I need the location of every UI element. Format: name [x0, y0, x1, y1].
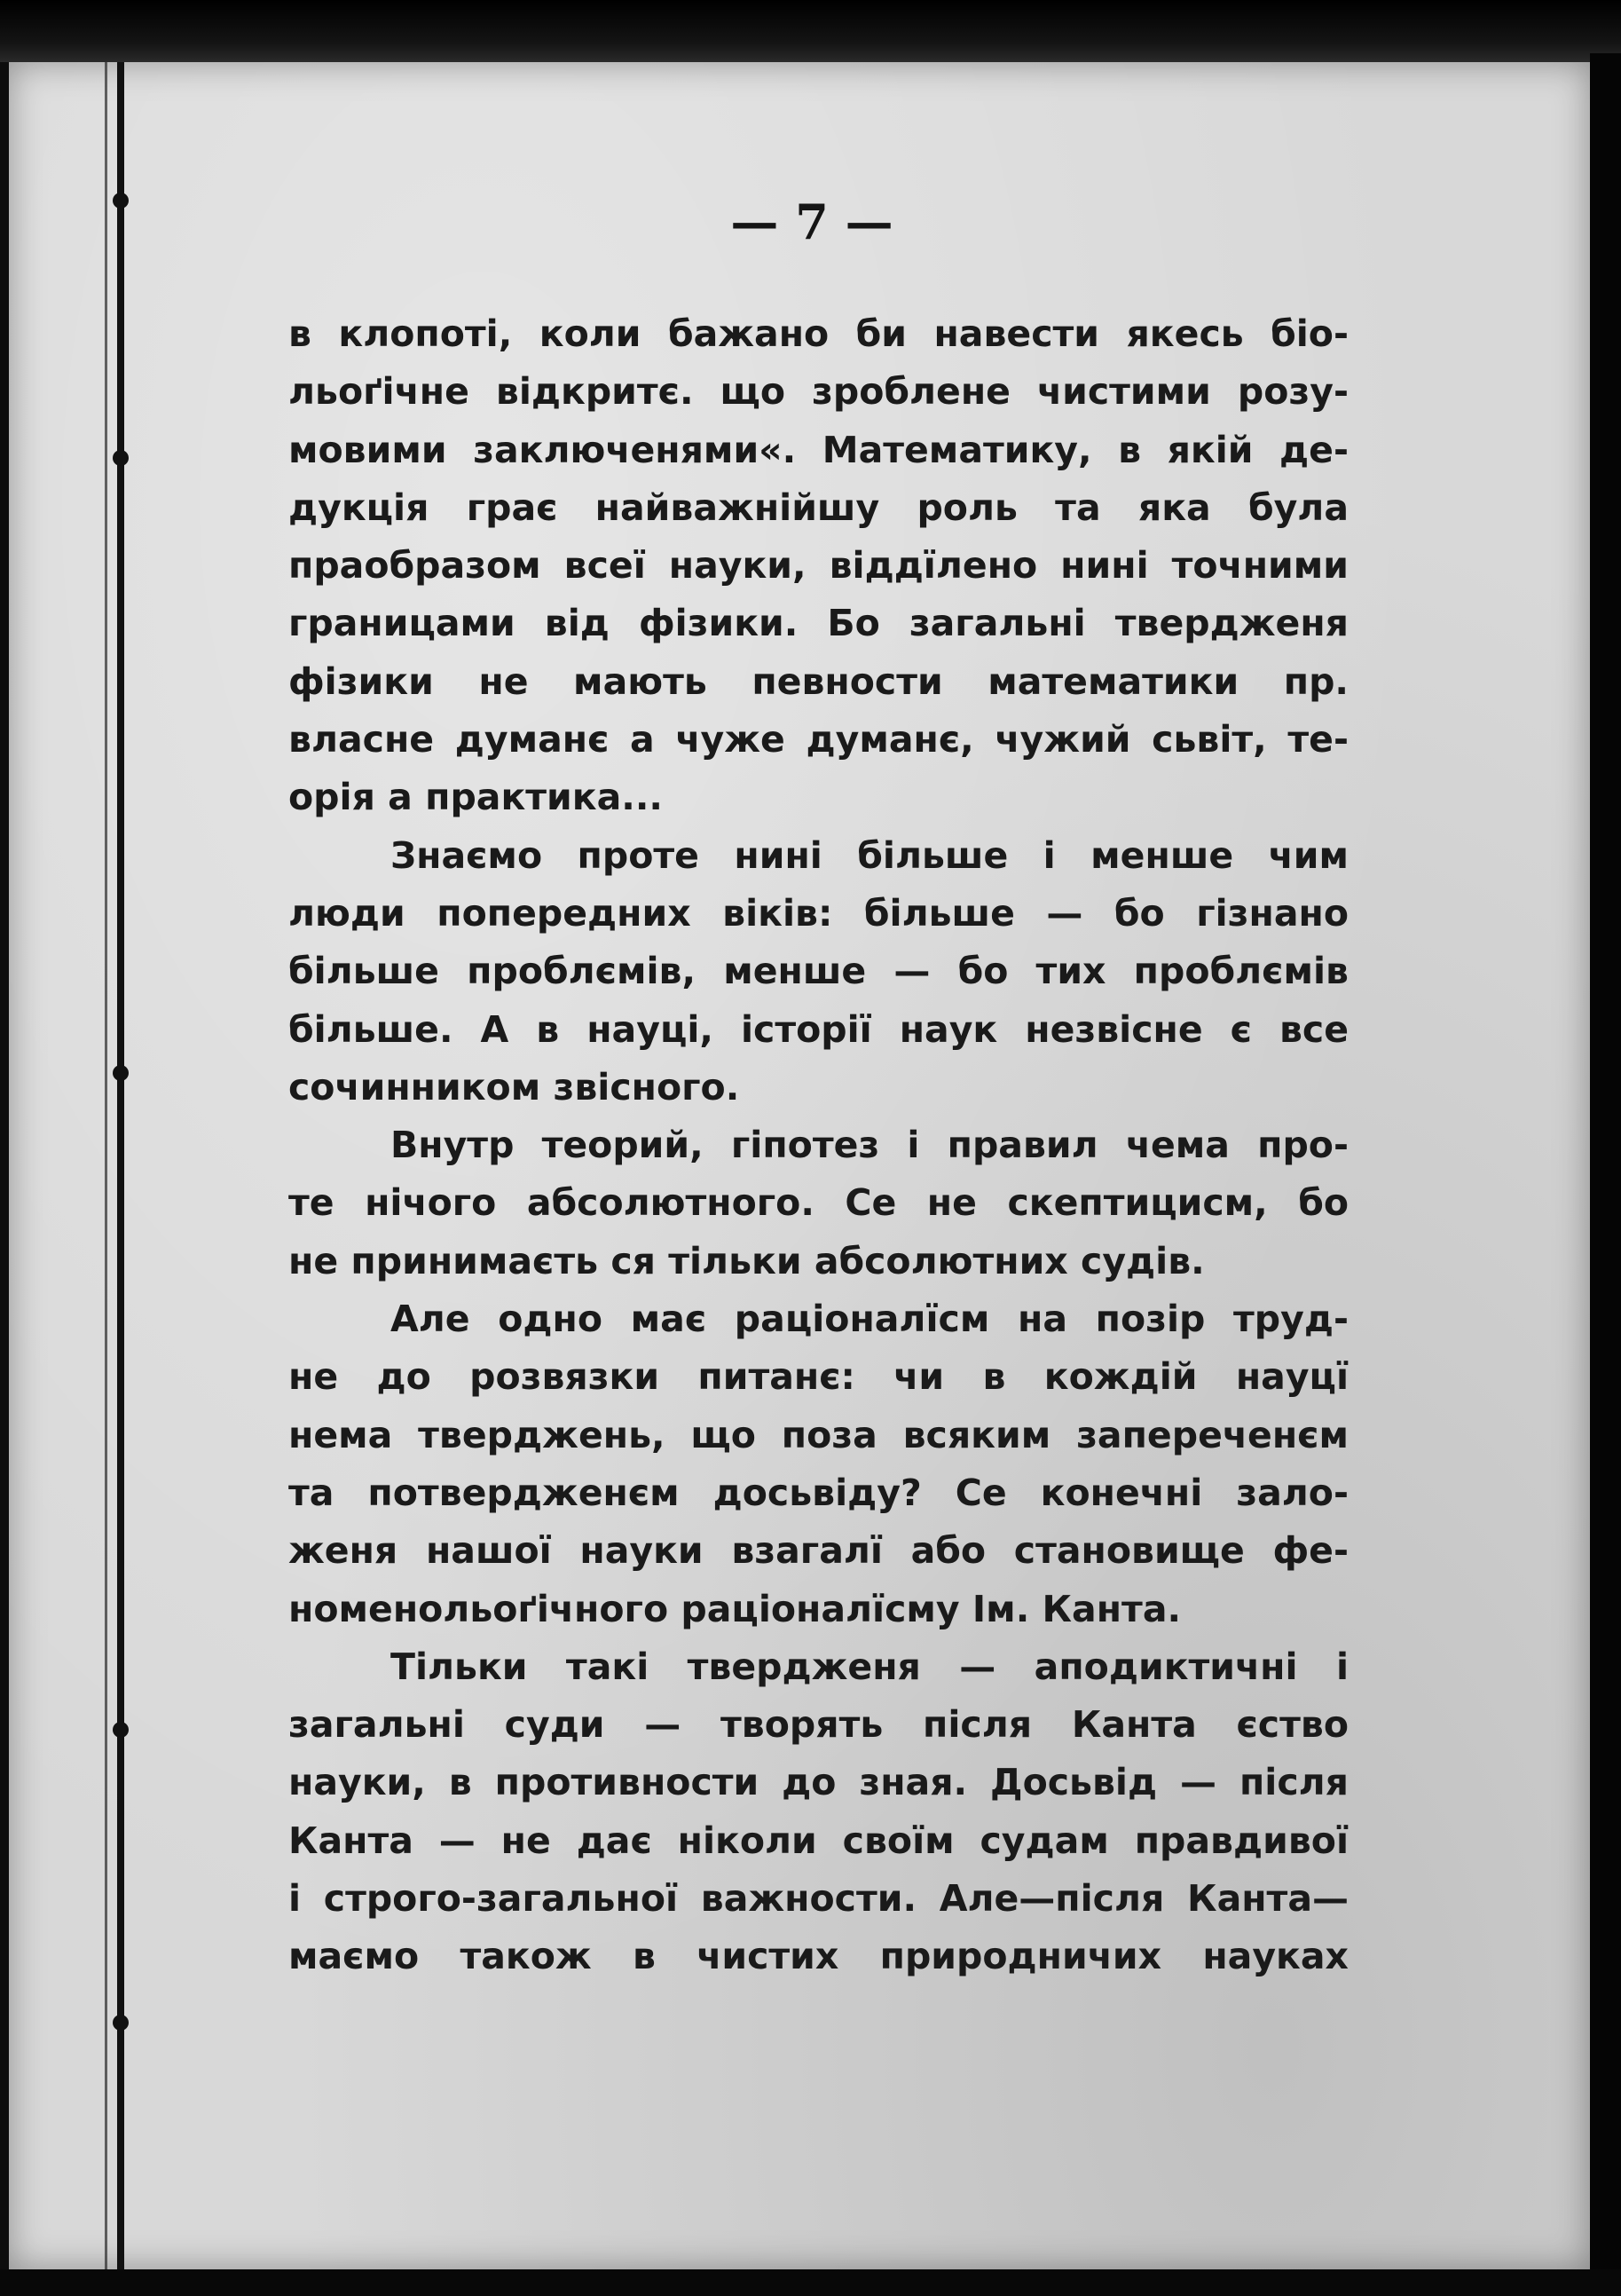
text-line: власне думанє а чуже думанє, чужий сьвіт, те- — [288, 718, 1349, 761]
binding-stitch — [113, 193, 129, 209]
text-line: науки, в противности до зная. Досьвід — після — [288, 1761, 1349, 1804]
binding-shadow — [105, 62, 107, 2269]
binding-stitch — [113, 1722, 129, 1738]
binding-stitch — [113, 2015, 129, 2031]
text-line: праобразом всеї науки, віддїлено нині точними — [288, 544, 1349, 588]
page-number: — 7 — — [730, 193, 893, 250]
binding-stitch — [113, 450, 129, 466]
text-line: Канта — не дає ніколи своїм судам правдивої — [288, 1819, 1349, 1862]
text-line: Знаємо проте нині більше і менше чим — [390, 833, 1349, 877]
text-line: люди попередних віків: більше — бо гізнано — [288, 891, 1349, 935]
text-line: границами від фізики. Бо загальні твердженя — [288, 602, 1349, 645]
text-line: сочинником звісного. — [288, 1065, 740, 1109]
text-line: не принимаєть ся тільки абсолютних судів. — [288, 1239, 1205, 1282]
text-line: не до розвязки питанє: чи в кождій науцї — [288, 1355, 1349, 1399]
text-line: женя нашої науки взагалї або становище фе- — [288, 1529, 1349, 1573]
text-line: те нічого абсолютного. Се не скептицисм, бо — [288, 1181, 1349, 1225]
text-line: льоґічне відкритє. що зроблене чистими розу- — [288, 370, 1349, 414]
text-line: мовими заключенями«. Математику, в якій де- — [288, 428, 1349, 471]
text-line: і строго-загальної важности. Але—після Канта— — [288, 1877, 1349, 1921]
text-line: орія а практика... — [288, 776, 663, 819]
binding-line — [117, 62, 124, 2269]
binding-stitch — [113, 1065, 129, 1081]
text-line: загальні суди — творять після Канта єство — [288, 1703, 1349, 1747]
scan-bottom-border — [0, 2269, 1621, 2296]
text-line: дукція грає найважнійшу роль та яка була — [288, 485, 1349, 529]
text-line: номенольоґічного раціоналїсму Ім. Канта. — [288, 1587, 1182, 1630]
text-line: в клопоті, коли бажано би навести якесь біо- — [288, 312, 1349, 355]
text-line: фізики не мають певности математики пр. — [288, 659, 1349, 703]
text-line: та потвердженєм досьвіду? Се конечні зало- — [288, 1471, 1349, 1514]
scan-right-border — [1590, 53, 1621, 2296]
text-line: Тільки такі твердженя — аподиктичні і — [390, 1645, 1349, 1688]
scan-top-border — [0, 0, 1621, 62]
text-line: Але одно має раціоналїсм на позір труд- — [390, 1298, 1349, 1341]
text-line: Внутр теорий, гіпотез і правил чема про- — [390, 1124, 1349, 1167]
text-line: нема тверджень, що поза всяким запереченєм — [288, 1413, 1349, 1456]
text-line: більше. А в науці, історії наук незвісне є все — [288, 1007, 1349, 1051]
text-line: маємо також в чистих природничих науках — [288, 1935, 1349, 1978]
text-line: більше проблємів, менше — бо тих проблємів — [288, 950, 1349, 993]
